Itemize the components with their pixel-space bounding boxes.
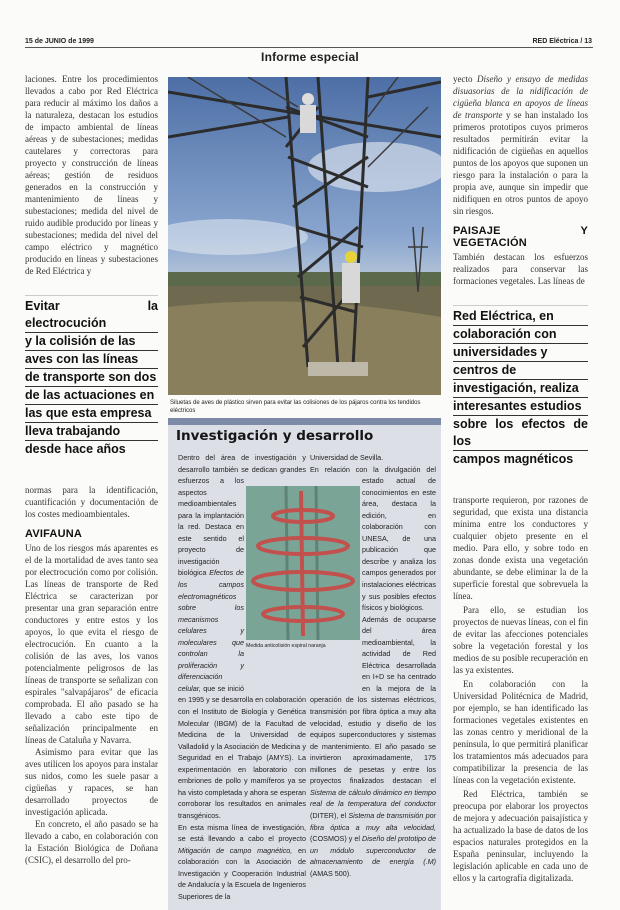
quote-line: de las actuaciones en: [25, 387, 158, 405]
quote-line: interesantes estudios: [453, 398, 588, 416]
body-paragraph: Uno de los riesgos más aparentes es el de la mortalidad de aves tanto sea por electrocución como por colisión. Las líneas de transporte de Red Eléctrica se caracterizan por presentar una gran separación entre conductores y entre estos y los apoyos, lo que evita el riesgo de electrocución. En cuanto a la colisión de las aves, los vanos potencialmente peligrosos de las líneas de transporte se señalizan con espirales "salvapájaros" de eficacia comprobada. El año pasado se ha llevado a cabo este tipo de señalización principalmente en líneas de Cataluña y Navarra.: [25, 543, 158, 745]
body-paragraph: yecto Diseño y ensayo de medidas disuasorias de la nidificación de cigüeña blanca en apoyos de líneas de transporte y se han instalado los primeros prototipos cuyos primeros resultados permitirán evitar la nidificación de cigüeñas en aquellos puntos de los apoyos que suponen un riesgo para la instalación o para la propia ave, aunque sin impedir que nidifiquen en otros puntos de apoyo sin riesgos.: [453, 74, 588, 216]
quote-line: Red Eléctrica, en: [453, 308, 588, 326]
body-paragraph: normas para la identificación, cuantificación y documentación de los costes medioambientales.: [25, 485, 158, 519]
box-paragraph: En relación con la divulgación del estado actual de conocimientos en este área, destaca la edición, en colaboración con UNESA, de una publicación que describe y analiza los campos generados por instalaciones eléctricas y sus posibles efectos físicos y biológicos.: [310, 464, 436, 613]
quote-line: colaboración con: [453, 326, 588, 344]
quote-line: sobre los efectos de los: [453, 416, 588, 451]
right-column: [453, 73, 588, 884]
box-paragraph: En esta misma línea de investigación, se está llevando a cabo el proyecto Mitigación de campo magnético, en colaboración con la Asociación de Investigación y Cooperación Industrial de Andalucía y la Escuela de Ingenieros Superiores de la: [178, 822, 307, 901]
subheading-paisaje: PAISAJE Y VEGETACIÓN: [453, 225, 588, 249]
body-paragraph: laciones. Entre los procedimientos llevados a cabo por Red Eléctrica para reducir al máximo los daños a la naturaleza, destacan los estudios de impacto ambiental de líneas aéreas y de subestaciones; medidas cautelares y correctoras para proyecto y construcción de líneas aéreas; gestión de residuos generados en la construcción y mantenimiento de líneas y subestaciones; medida del nivel de ruido audible producido por líneas y subestaciones; medida del nivel del campo eléctrico y magnético producido en líneas y subestaciones de Red Eléctrica y: [25, 74, 158, 276]
body-paragraph: También destacan los esfuerzos realizados para conservar las formaciones vegetales. Las líneas de: [453, 252, 588, 286]
box-accent-bar: [168, 418, 441, 425]
box-paragraph: Además de ocuparse del área medioambiental, la actividad de Red Eléctrica desarrollada en I+D se ha centrado en la mejora de la operación de los sistemas eléctricos, transmisión por fibra óptica a muy alta velocidad, estudio y diseño de los equipos superconductores y sistemas de mantenimiento. El año pasado se invirtieron aproximadamente, 175 millones de pesetas y entre los proyectos finalizados destacan el Sistema de cálculo dinámico en tiempo real de la temperatura del conductor (DITER), el Sistema de transmisión por fibra óptica a muy alta velocidad, (COSMOS) y el Diseño del prototipo de un módulo superconductor de almacenamiento de energía (.M) (AMAS 500).: [310, 614, 436, 878]
quote-line: las que esta empresa: [25, 405, 158, 423]
quote-line: de transporte son dos: [25, 369, 158, 387]
body-paragraph: En concreto, el año pasado se ha llevado a cabo, en colaboración con la Estación Biológica de Doñana (CSIC), el desarrollo del pro-: [25, 819, 158, 865]
box-title: Investigación y desarrollo: [176, 428, 374, 444]
pull-quote-right: [453, 305, 588, 468]
body-paragraph: En colaboración con la Universidad Politécnica de Madrid, por ejemplo, se han identificado las formaciones vegetales existentes en las zonas centro y meridional de la península, lo que permitirá planificar los tratamientos más adecuados para compatibilizar la presencia de las líneas con la vegetación existente.: [453, 679, 588, 785]
body-paragraph: Asimismo para evitar que las aves utilicen los apoyos para instalar sus nidos, como les suele pasar a cigüeñas y rapaces, se han desarrollado proyectos de investigación aplicada.: [25, 747, 158, 817]
pylon-photo: [168, 77, 441, 395]
pull-quote-left: [25, 295, 158, 458]
quote-line: lleva trabajando: [25, 423, 158, 441]
spiral-marker-photo: [246, 486, 360, 640]
quote-line: investigación, realiza: [453, 380, 588, 398]
header-rule: [25, 47, 593, 48]
quote-line: centros de: [453, 362, 588, 380]
quote-line: Evitar la electrocución: [25, 298, 158, 333]
quote-line: desde hace años: [25, 442, 126, 456]
page-number: RED Eléctrica / 13: [532, 38, 592, 45]
body-paragraph: Para ello, se estudian los proyectos de nuevas líneas, con el fin de evitar las afecciones potenciales sobre la vegetación forestal y los medios de su posible recuperación en las ya existentes.: [453, 605, 588, 675]
photo-caption: Siluetas de aves de plástico sirven para evitar las colisiones de los pájaros contra los tendidos eléctricos: [170, 400, 421, 414]
quote-line: campos magnéticos: [453, 452, 574, 466]
subheading-avifauna: AVIFAUNA: [25, 528, 83, 540]
box-paragraph: Dentro del área de investigación y desarrollo también se dedican grandes esfuerzos a los aspectos medioambientales para la implantación la red. Destaca en este sentido el proyecto de investigación biológica Efectos de los campos electromagnéticos sobre los mecanismos celulares y moleculares que controlan la proliferación y diferenciación celular, que se inició en 1995 y se desarrolla en colaboración con el Instituto de Biología y Genética Molecular (IBGM) de la Facultad de Medicina de la Universidad de Valladolid y la Asociación de Medicina y Seguridad en el Trabajo (AMYS). La experimentación en laboratorio con embriones de pollo y mamíferos ya se ha visto completada y ahora se esperan corroborar los resultados en animales transgénicos.: [178, 453, 306, 820]
quote-line: y la colisión de las: [25, 333, 158, 351]
body-paragraph: Red Eléctrica, también se preocupa por elaborar los proyectos de mejora y adecuación paisajística y ha actualizado la base de datos de los espacios naturales protegidos en la España peninsular, incluyendo la legislación aplicable en cada uno de ellos y la cartografía digitalizada.: [453, 789, 588, 883]
quote-line: aves con las líneas: [25, 351, 158, 369]
left-column: [25, 73, 158, 866]
quote-line: universidades y: [453, 344, 588, 362]
research-box: [168, 418, 441, 910]
box-paragraph: Universidad de Sevilla.: [310, 453, 384, 462]
body-paragraph: transporte requieron, por razones de seguridad, que exista una distancia mínima entre los conductores y cualquier objeto presente en el medio. Para ello, y sobre todo en zonas donde exista una vegetación abundante, se debe eliminar la de la superficie forestal que sobrevuela la línea.: [453, 495, 588, 601]
issue-date: 15 de JUNIO de 1999: [25, 38, 94, 45]
section-title: Informe especial: [0, 50, 620, 64]
spiral-photo-caption: Medida anticolisión espiral naranja: [246, 643, 326, 649]
